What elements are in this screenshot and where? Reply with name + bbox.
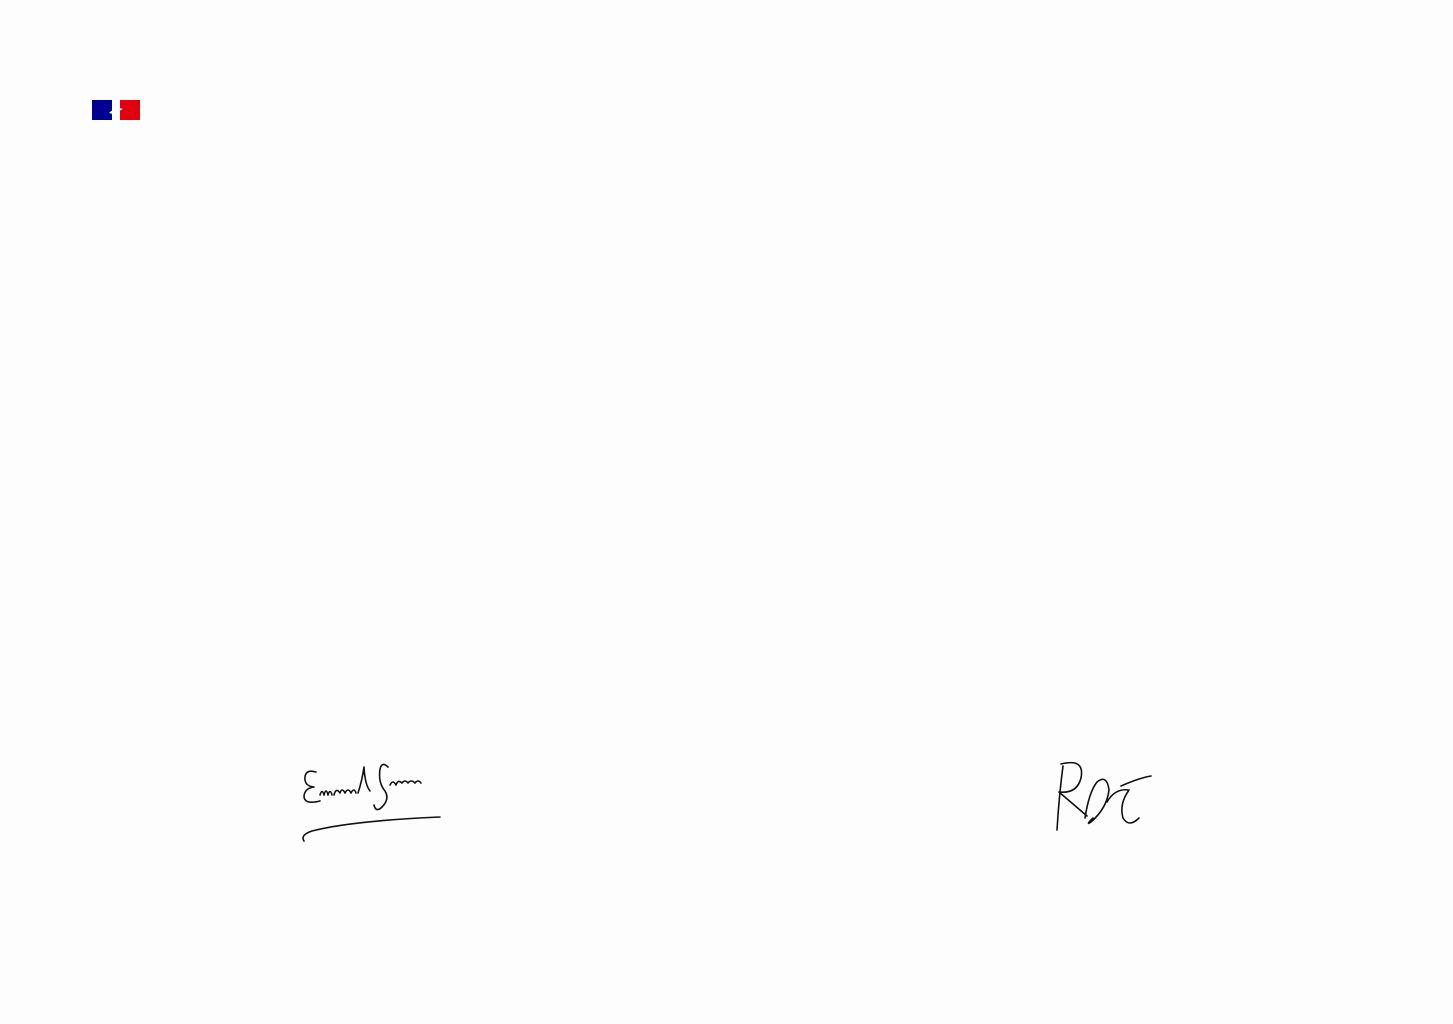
macron-signature — [290, 755, 450, 855]
border-top-ornament — [14, 12, 1440, 46]
border-left-ornament — [14, 40, 48, 984]
border-right-ornament — [1404, 40, 1438, 984]
marianne-flag-icon — [92, 100, 140, 120]
dati-signature — [1045, 752, 1155, 842]
border-bottom-ornament — [14, 978, 1440, 1012]
